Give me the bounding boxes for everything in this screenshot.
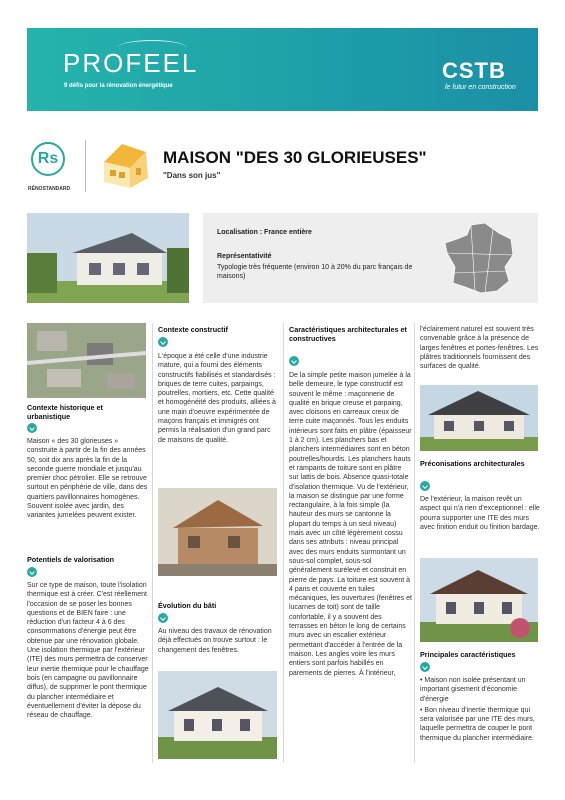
list-item: • Maison non isolée présentant un important gisement d'économie d'énergie (420, 677, 526, 703)
text-potentiels: Sur ce type de maison, toute l'isolation thermique est à créer. C'est réellement l'occasion de se poser les bonnes questions et de BIEN faire : une réduction d'un facteur 4 à 6 des consommations d'énergie peut être obtenue par une rénovation globale. Une isolation thermique par l'extérieur (ITE) des murs permettra de conserver leur inertie thermique pour le chauffage bois (en campagne ou pavillonnaire diffus), de supprimer le pont thermique du plancher intermédiaire et éventuellement d'éviter la dépose du réseau de chauffage. (27, 582, 149, 720)
text-caracteristiques: De la simple petite maison jumelée à la belle demeure, le type constructif est souvent le même : maçonnerie de qualité en brique creuse et parpaing, avec cloisons en carreaux creux de terre cuite maçonnés. Tous les enduits intérieurs sont faits en plâtre (épaisseur 1 à 2 cm). Les planchers bas et planchers intermédiaires sont en béton poutrelles/hourdis. Les planchers hauts et rampants de toiture sont en plâtre sur lattis de bois. Absence quasi-totale d'isolation thermique. Vu de l'extérieur, la maison se distingue par une forme rectangulaire, à la fois simple (la hauteur des murs se cantonne la plupart du temps à un seul niveau) mais avec un côté légèrement cossu dans ses attributs : niveau principal avec des murs enduits surmontant un sous-sol complet, sous-sol généralement surélevé et construit en pierre de pays. La toiture est souvent à 4 pans et couverte en tuiles mécaniques, les ouvertures (fenêtres et lucarnes de toit) sont de taille confortable, il y a souvent des terrasses en béton le long de certains murs avec un escalier extérieur permettant d'accéder à l'entrée de la maison. Les angles voire les murs entiers sont parfois habillés en parements de pierres. À l'intérieur, (289, 372, 412, 677)
renostandard-label: RÉNOSTANDARD (28, 186, 71, 192)
text-evolution: Au niveau des travaux de rénovation déjà effectués on trouve surtout : le changement des fenêtres. (158, 628, 272, 654)
column-separator-2 (283, 323, 284, 763)
chevron-down-icon (420, 662, 430, 672)
profeel-logo: PROFEEL (63, 48, 199, 78)
page-title: MAISON "DES 30 GLORIEUSES" (163, 148, 427, 167)
section-title-potentiels: Potentiels de valorisation (27, 555, 115, 564)
house-photo-3 (420, 385, 538, 451)
column-separator-3 (414, 323, 415, 763)
representativite-value: Typologie très fréquente (environ 10 à 20% du parc français de maisons) (217, 264, 413, 280)
section-title-evolution: Évolution du bâti (158, 601, 217, 610)
aerial-photo (27, 323, 146, 398)
localisation-text: Localisation : France entière (217, 229, 312, 236)
header-banner (27, 28, 538, 111)
section-title-principales: Principales caractéristiques (420, 650, 516, 659)
text-caracteristiques-continued: l'éclairement naturel est souvent très convenable grâce à la présence de larges fenêtres et portes-fenêtres. Les plâtres traditionnels fournissent des surfaces de qualité. (420, 326, 539, 371)
france-map-icon (441, 221, 519, 297)
chevron-down-icon (420, 481, 430, 491)
text-contexte-historique: Maison « des 30 glorieuses » construite à partir de la fin des années 50, soit dix ans après la fin de la seconde guerre mondiale et jusqu'au premier choc pétrolier. Elle se retrouve surtout en périphérie de ville, dans des quartiers pavillonnaires homogènes. Souvent isolée avec jardin, des variantes jumelées peuvent exister. (27, 438, 148, 520)
section-title-contexte-constructif: Contexte constructif (158, 325, 228, 334)
info-box (203, 213, 538, 303)
construction-photo (158, 488, 277, 576)
house-pictogram-icon (100, 138, 152, 192)
section-title-preconisations: Préconisations architecturales (420, 459, 525, 468)
cstb-tagline: le futur en construction (445, 84, 516, 91)
cstb-logo: CSTB (442, 58, 506, 83)
text-preconisations: De l'extérieur, la maison revêt un aspect qui n'a rien d'exceptionnel : elle pourra supporter une ITE des murs avec finition enduit ou finition bardage. (420, 496, 540, 531)
section-title-caracteristiques: Caractéristiques architecturales et constructives (289, 325, 407, 343)
representativite-title: Représentativité (217, 253, 272, 260)
text-contexte-constructif: L'époque a été celle d'une industrie mature, qui a fourni des éléments constructifs fiabilisés et standardisés : briques de terre cuites, parpaings, poutrelles, mortiers, etc. Cette qualité et homogénéité des produits, alliées à une main d'oeuvre expérimentée de maçons français et immigrés ont permis la réalisation d'un grand parc de maisons de qualité. (158, 353, 276, 444)
page-subtitle: "Dans son jus" (163, 171, 221, 180)
chevron-down-icon (158, 337, 168, 347)
list-principales (420, 676, 540, 745)
profeel-tagline: 9 défis pour la rénovation énergétique (64, 83, 173, 89)
chevron-down-icon (289, 356, 299, 366)
renostandard-badge-icon: Rs (31, 142, 65, 176)
chevron-down-icon (27, 423, 37, 433)
header-divider (85, 140, 86, 192)
section-title-contexte-historique: Contexte historique et urbanistique (27, 403, 103, 421)
list-item: • Bon niveau d'inertie thermique qui sera valorisée par une ITE des murs, laquelle permettra de couper le pont thermique du plancher intermédiaire. (420, 706, 535, 742)
chevron-down-icon (158, 613, 168, 623)
house-photo-4 (420, 558, 538, 642)
house-photo-2 (158, 671, 277, 759)
house-main-photo (27, 213, 189, 303)
chevron-down-icon (27, 567, 37, 577)
column-separator-1 (152, 323, 153, 763)
